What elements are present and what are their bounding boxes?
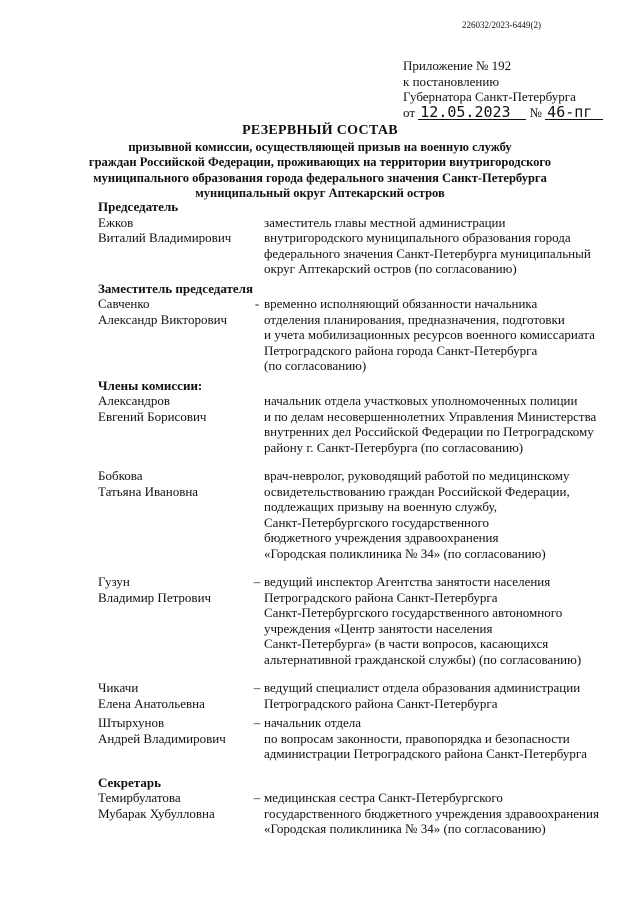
section-heading-chair: Председатель — [98, 199, 179, 214]
member-given-names: Елена Анатольевна — [98, 695, 205, 711]
member-surname: Ежков — [98, 214, 134, 230]
position-line: Санкт-Петербургского государственного автономного — [264, 605, 563, 620]
member-position — [264, 680, 618, 711]
member-row — [98, 215, 618, 277]
member-given-names: Евгений Борисович — [98, 408, 207, 424]
member-given-names: Александр Викторович — [98, 311, 228, 327]
member-position — [264, 215, 618, 277]
position-line: начальник отдела участковых уполномоченных полиции — [264, 393, 578, 408]
position-line: Петроградского района города Санкт-Петербурга — [264, 342, 538, 358]
position-line: внутригородского муниципального образования города — [264, 230, 571, 245]
member-given-names: Виталий Владимирович — [98, 230, 232, 245]
member-name — [98, 574, 250, 667]
subtitle-line: муниципальный округ Аптекарский остров — [195, 185, 445, 200]
member-surname: Савченко — [98, 296, 150, 311]
position-line: (по согласованию) — [264, 358, 367, 373]
section-heading-members: Члены комиссии: — [98, 377, 203, 393]
member-row — [98, 680, 618, 711]
position-line: администрации Петроградского района Санкт-Петербурга — [264, 746, 587, 761]
position-line: округ Аптекарский остров (по согласованию) — [264, 261, 517, 276]
separator-dash — [250, 393, 264, 455]
member-surname: Бобкова — [98, 468, 143, 483]
from-label: от — [403, 104, 416, 120]
separator-dash: – — [253, 574, 261, 589]
member-position — [264, 715, 618, 762]
separator-dash: – — [253, 715, 261, 730]
document-subtitle — [40, 140, 600, 201]
member-row — [98, 296, 618, 374]
member-position — [264, 468, 618, 561]
separator-dash: - — [254, 296, 260, 311]
member-name — [98, 215, 250, 277]
position-line: подлежащих призыву на военную службу, — [264, 499, 497, 514]
position-line: «Городская поликлиника № 34» (по согласованию) — [264, 821, 546, 836]
position-line: Петроградского района Санкт-Петербурга — [264, 589, 498, 605]
position-line: отделения планирования, предназначения, подготовки — [264, 311, 565, 327]
document-title: РЕЗЕРВНЫЙ СОСТАВ — [242, 123, 398, 138]
position-line: федерального значения Санкт-Петербурга муниципальный — [264, 245, 591, 261]
member-given-names: Андрей Владимирович — [98, 730, 226, 746]
position-line: учреждения «Центр занятости населения — [264, 620, 493, 636]
member-row — [98, 715, 618, 762]
document-registration-number: 226032/2023-6449(2) — [462, 20, 541, 30]
position-line: Санкт-Петербурга» (в части вопросов, касающихся — [264, 636, 549, 651]
member-surname: Гузун — [98, 574, 130, 589]
member-position — [264, 790, 618, 837]
member-surname: Темирбулатова — [98, 790, 181, 805]
position-line: внутренних дел Российской Федерации по Петроградскому — [264, 424, 594, 439]
member-name — [98, 296, 250, 374]
separator-dash: – — [253, 790, 261, 805]
position-line: заместитель главы местной администрации — [264, 214, 506, 230]
position-line: и учета мобилизационных ресурсов военного комиссариата — [264, 327, 595, 342]
separator-dash — [250, 468, 264, 561]
appendix-issuer: Губернатора Санкт-Петербурга — [403, 89, 576, 104]
subtitle-line: муниципального образования города федерального значения Санкт-Петербурга — [93, 170, 547, 185]
member-row — [98, 393, 618, 455]
appendix-number: Приложение № 192 — [403, 58, 512, 73]
resolution-number: 46-пг — [545, 106, 603, 120]
member-position — [264, 574, 618, 667]
separator-dash: – — [253, 680, 261, 695]
member-position — [264, 393, 618, 455]
position-line: «Городская поликлиника № 34» (по согласованию) — [264, 545, 546, 561]
position-line: альтернативной гражданской службы) (по согласованию) — [264, 651, 582, 667]
member-given-names: Владимир Петрович — [98, 589, 212, 605]
member-surname: Штырхунов — [98, 715, 165, 730]
position-line: району г. Санкт-Петербурга (по согласованию) — [264, 439, 524, 455]
member-row — [98, 790, 618, 837]
position-line: по вопросам законности, правопорядка и безопасности — [264, 730, 570, 746]
member-given-names: Татьяна Ивановна — [98, 483, 199, 499]
member-position — [264, 296, 618, 374]
separator-dash — [250, 215, 264, 277]
position-line: Санкт-Петербургского государственного — [264, 514, 489, 530]
member-name — [98, 680, 250, 711]
member-surname: Александров — [98, 393, 171, 408]
section-heading-deputy: Заместитель председателя — [98, 280, 254, 296]
position-line: Петроградского района Санкт-Петербурга — [264, 695, 498, 711]
member-name — [98, 468, 250, 561]
position-line: ведущий специалист отдела образования администрации — [264, 680, 581, 695]
number-label: № — [529, 104, 542, 120]
member-surname: Чикачи — [98, 680, 139, 695]
subtitle-line: призывной комиссии, осуществляющей призыв на военную службу — [128, 140, 512, 154]
position-line: начальник отдела — [264, 715, 362, 730]
position-line: ведущий инспектор Агентства занятости населения — [264, 574, 551, 589]
member-name — [98, 790, 250, 837]
member-row — [98, 468, 618, 561]
position-line: государственного бюджетного учреждения здравоохранения — [264, 805, 599, 821]
position-line: и по делам несовершеннолетних Управления Министерства — [264, 408, 597, 424]
member-row — [98, 574, 618, 667]
member-name — [98, 715, 250, 762]
appendix-resolution-ref: к постановлению — [403, 73, 500, 89]
subtitle-line: граждан Российской Федерации, проживающих на территории внутригородского — [88, 155, 552, 170]
position-line: освидетельствованию граждан Российской Федерации, — [264, 483, 570, 499]
resolution-date: 12.05.2023 — [418, 106, 526, 120]
position-line: врач-невролог, руководящий работой по медицинскому — [264, 468, 570, 483]
member-given-names: Мубарак Хубулловна — [98, 805, 215, 821]
section-heading-secretary: Секретарь — [98, 774, 161, 790]
position-line: бюджетного учреждения здравоохранения — [264, 530, 499, 545]
position-line: медицинская сестра Санкт-Петербургского — [264, 790, 503, 805]
position-line: временно исполняющий обязанности начальника — [264, 296, 538, 311]
appendix-block — [403, 58, 603, 120]
commission-roster — [98, 199, 618, 837]
member-name — [98, 393, 250, 455]
appendix-date-line — [403, 102, 603, 121]
